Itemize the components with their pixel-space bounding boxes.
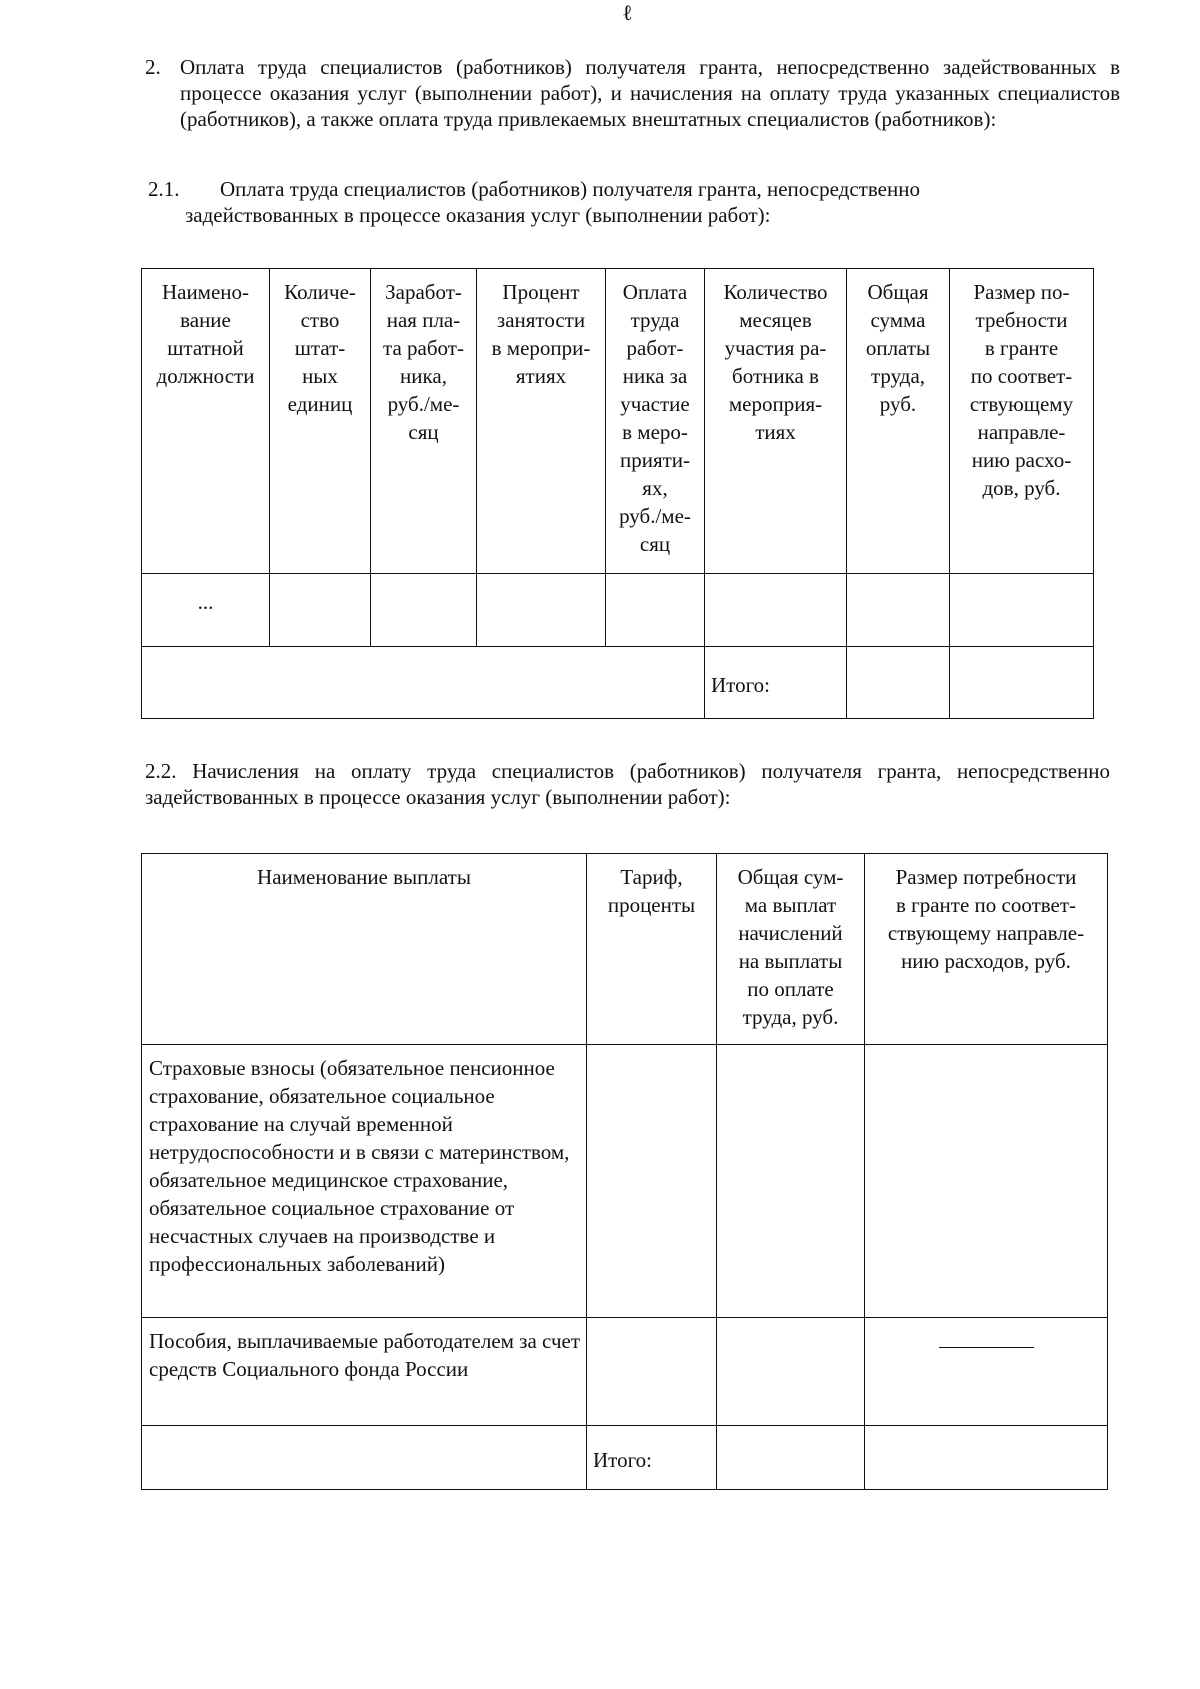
total-label: Итого: xyxy=(587,1426,717,1490)
empty-cell xyxy=(371,574,477,647)
empty-cell xyxy=(142,1426,587,1490)
empty-cell xyxy=(587,1318,717,1426)
accruals-table xyxy=(141,853,1108,1490)
table-row xyxy=(142,574,1094,647)
section-2-1-paragraph xyxy=(145,176,1105,228)
header-salary: Заработ- ная пла- та работ- ника, руб./ме- сяц xyxy=(371,269,477,574)
empty-cell xyxy=(950,647,1094,719)
header-staff-units: Количе- ство штат- ных единиц xyxy=(270,269,371,574)
empty-cell xyxy=(717,1426,865,1490)
empty-cell xyxy=(142,647,705,719)
header-total-payments: Общая сум- ма выплат начислений на выплаты по оплате труда, руб. xyxy=(717,854,865,1045)
header-months-count: Количество месяцев участия ра- ботника в мероприя- тиях xyxy=(705,269,847,574)
table-row xyxy=(142,1045,1108,1318)
total-label: Итого: xyxy=(705,647,847,719)
empty-cell xyxy=(950,574,1094,647)
empty-cell xyxy=(865,1426,1108,1490)
empty-cell xyxy=(606,574,705,647)
section-2-number: 2. xyxy=(145,55,161,79)
section-2-1-line-1: Оплата труда специалистов (работников) получателя гранта, непосредственно xyxy=(220,177,920,201)
empty-cell xyxy=(865,1045,1108,1318)
salary-table xyxy=(141,268,1094,719)
header-total-pay: Общая сумма оплаты труда, руб. xyxy=(847,269,950,574)
total-row xyxy=(142,1426,1108,1490)
header-grant-need: Размер потребности в гранте по соответ- ствующему направле- нию расходов, руб. xyxy=(865,854,1108,1045)
empty-cell xyxy=(587,1045,717,1318)
empty-cell xyxy=(717,1045,865,1318)
empty-cell xyxy=(705,574,847,647)
section-2-2-paragraph: 2.2. Начисления на оплату труда специалистов (работников) получателя гранта, непосредственно задействованных в процессе оказания услуг (выполнении работ): xyxy=(145,759,1110,809)
dash-mark xyxy=(939,1347,1034,1348)
empty-cell xyxy=(847,647,950,719)
header-position-name: Наимено- вание штатной должности xyxy=(142,269,270,574)
section-2-1-line-2: задействованных в процессе оказания услуг (выполнении работ): xyxy=(185,203,771,227)
insurance-contributions-cell: Страховые взносы (обязательное пенсионное страхование, обязательное социальное страхование на случай временной нетрудоспособности и в связи с материнством, обязательное медицинское страхование, обязательное социальное страхование от несчастных случаев на производстве и профессиональных заболеваний) xyxy=(142,1045,587,1318)
dash-cell xyxy=(865,1318,1108,1426)
ellipsis-cell: ... xyxy=(142,574,270,647)
header-tariff: Тариф, проценты xyxy=(587,854,717,1045)
header-payment-name: Наименование выплаты xyxy=(142,854,587,1045)
page-number: ℓ xyxy=(622,0,633,25)
header-employment-percent: Процент занятости в меропри- ятиях xyxy=(477,269,606,574)
total-row xyxy=(142,647,1094,719)
header-grant-need: Размер по- требности в гранте по соответ- ствующему направле- нию расхо- дов, руб. xyxy=(950,269,1094,574)
table-row xyxy=(142,1318,1108,1426)
section-2-paragraph xyxy=(145,54,1120,132)
empty-cell xyxy=(717,1318,865,1426)
benefits-cell: Пособия, выплачиваемые работодателем за счет средств Социального фонда России xyxy=(142,1318,587,1426)
empty-cell xyxy=(847,574,950,647)
section-2-text: Оплата труда специалистов (работников) получателя гранта, непосредственно задействованных в процессе оказания услуг (выполнении работ), и начисления на оплату труда указанных специалистов (работников), а также оплата труда привлекаемых внештатных специалистов (работников): xyxy=(180,55,1120,131)
section-2-1-number: 2.1. xyxy=(148,177,180,201)
empty-cell xyxy=(270,574,371,647)
header-event-pay: Оплата труда работ- ника за участие в меро- прияти- ях, руб./ме- сяц xyxy=(606,269,705,574)
empty-cell xyxy=(477,574,606,647)
accruals-table-header-row xyxy=(142,854,1108,1045)
salary-table-header-row xyxy=(142,269,1094,574)
